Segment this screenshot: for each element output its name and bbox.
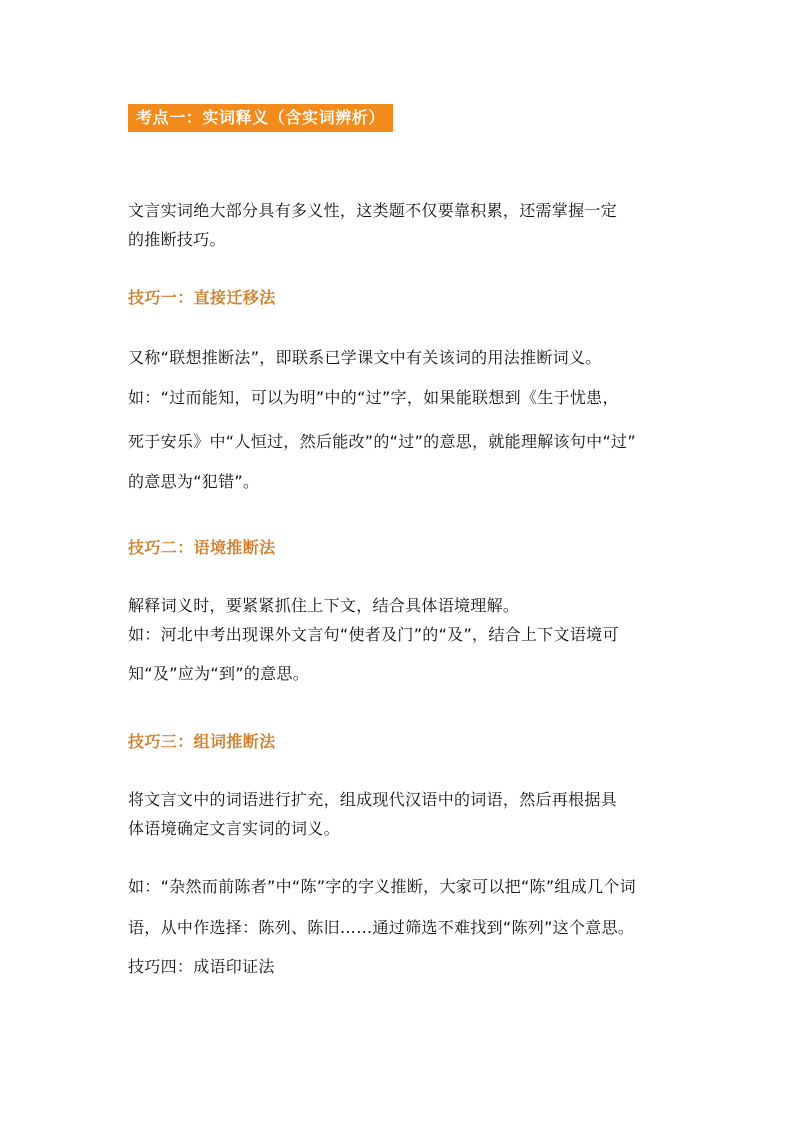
tip3-heading: 技巧三：组词推断法 [128, 732, 276, 751]
tip1-example-line-2: 死于安乐》中“人恒过，然后能改”的“过”的意思，就能理解该句中“过” [128, 432, 636, 451]
tip3-description-line-2: 体语境确定文言实词的词义。 [128, 819, 340, 838]
intro-line-1: 文言实词绝大部分具有多义性，这类题不仅要靠积累，还需掌握一定 [128, 201, 618, 220]
tip1-example-line-1: 如：“过而能知，可以为明”中的“过”字，如果能联想到《生于忧患， [128, 388, 619, 407]
tip3-example-line-2: 语，从中作选择：陈列、陈旧……通过筛选不难找到“陈列”这个意思。 [128, 918, 635, 937]
tip2-example-line-1: 如：河北中考出现课外文言句“使者及门”的“及”，结合上下文语境可 [128, 625, 619, 644]
tip1-heading: 技巧一：直接迁移法 [128, 288, 276, 307]
tip3-description-line-1: 将文言文中的词语进行扩充，组成现代汉语中的词语，然后再根据具 [128, 790, 618, 809]
tip2-heading: 技巧二：语境推断法 [128, 538, 276, 557]
tip3-example-line-1: 如：“杂然而前陈者”中“陈”字的字义推断，大家可以把“陈”组成几个词 [128, 877, 636, 896]
tip2-description: 解释词义时，要紧紧抓住上下文，结合具体语境理解。 [128, 596, 520, 615]
intro-line-2: 的推断技巧。 [128, 230, 226, 249]
section-heading: 考点一：实词释义（含实词辨析） [128, 104, 393, 132]
tip1-example-line-3: 的意思为“犯错”。 [128, 472, 260, 491]
tip1-description: 又称“联想推断法”，即联系已学课文中有关该词的用法推断词义。 [128, 348, 602, 367]
tip2-example-line-2: 知“及”应为“到”的意思。 [128, 664, 310, 683]
tip4-heading: 技巧四：成语印证法 [128, 957, 275, 976]
